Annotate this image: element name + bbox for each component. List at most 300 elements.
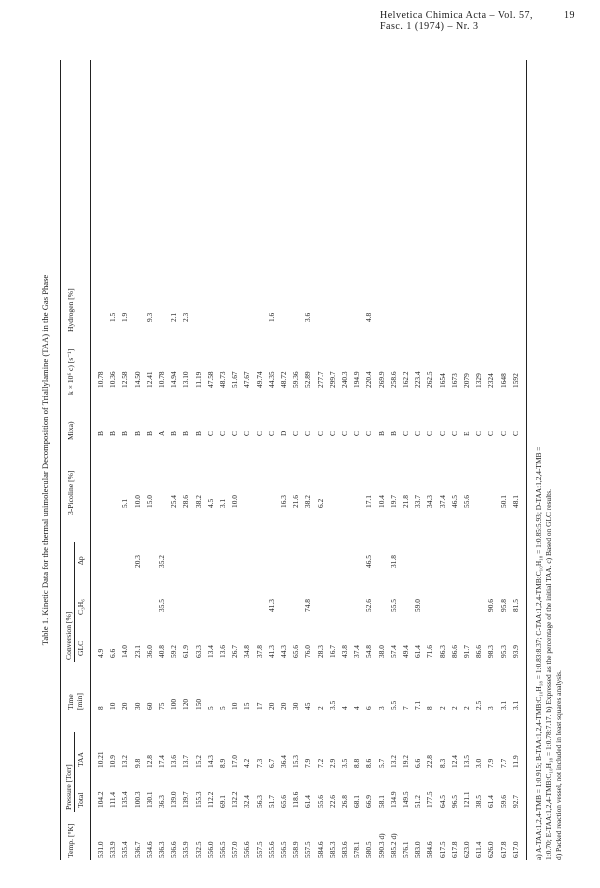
cell-total: 61.4: [486, 795, 496, 808]
cell-glc: 28.3: [315, 645, 325, 658]
cell-total: 92.7: [510, 795, 520, 808]
cell-k: 2079: [462, 373, 471, 388]
cell-total: 58.1: [376, 795, 386, 808]
cell-c3h6: 95.8: [498, 599, 508, 612]
cell-temp: 536.7: [132, 841, 142, 858]
cell-temp: 578.1: [352, 841, 362, 858]
cell-hydrogen: 2.3: [181, 312, 191, 322]
cell-k: 12.41: [144, 371, 154, 388]
cell-glc: 65.6: [291, 645, 301, 658]
cell-total: 51.7: [266, 795, 276, 808]
cell-glc: 44.3: [279, 645, 288, 658]
cell-mix: C: [449, 431, 459, 436]
cell-temp: 576.1: [401, 841, 410, 858]
cell-picoline: 16.3: [279, 495, 288, 508]
cell-k: 1648: [498, 373, 508, 388]
footnote-d: d) Packed reaction vessel, not included in least squares analysis.: [554, 670, 563, 860]
cell-time: 45: [303, 702, 313, 710]
header-total: Total: [76, 792, 85, 808]
cell-taa: 13.7: [181, 755, 191, 768]
cell-c3h6: 74.8: [303, 599, 313, 612]
cell-mix: B: [108, 431, 118, 436]
cell-temp: 557.0: [230, 841, 240, 858]
cell-k: 10.78: [96, 371, 105, 388]
cell-glc: 37.8: [254, 645, 264, 658]
cell-picoline: 21.8: [401, 495, 410, 508]
cell-glc: 54.8: [364, 645, 374, 658]
cell-total: 61.4: [303, 795, 313, 808]
cell-taa: 3.0: [474, 758, 484, 768]
cell-c3h6: 55.5: [388, 599, 398, 612]
cell-glc: 86.3: [437, 645, 447, 658]
cell-total: 139.7: [181, 791, 191, 808]
cell-taa: 17.0: [230, 755, 240, 768]
cell-temp: 558.9: [291, 841, 301, 858]
cell-dp: 35.2: [157, 555, 166, 568]
cell-picoline: 38.2: [303, 495, 313, 508]
cell-glc: 95.3: [498, 645, 508, 658]
cell-taa: 8.3: [437, 758, 447, 768]
cell-dp: 46.5: [364, 555, 374, 568]
cell-total: 55.6: [315, 795, 325, 808]
cell-picoline: 21.6: [291, 495, 301, 508]
cell-time: 3: [486, 706, 496, 710]
cell-taa: 13.6: [169, 755, 179, 768]
cell-k: 1673: [449, 373, 459, 388]
cell-total: 66.9: [364, 795, 374, 808]
cell-k: 44.35: [266, 371, 276, 388]
cell-mix: B: [120, 431, 130, 436]
cell-c3h6: 81.5: [510, 599, 520, 612]
cell-picoline: 48.1: [510, 495, 520, 508]
cell-taa: 7.2: [315, 758, 325, 768]
cell-temp: 583.6: [340, 841, 349, 858]
cell-k: 12.58: [120, 371, 130, 388]
cell-mix: C: [510, 431, 520, 436]
cell-hydrogen: 1.9: [120, 312, 130, 322]
cell-temp: 585.2 d): [388, 833, 398, 858]
cell-time: 2: [462, 706, 471, 710]
cell-picoline: 10.4: [376, 495, 386, 508]
cell-glc: 61.9: [181, 645, 191, 658]
cell-time: 3.5: [327, 700, 337, 710]
cell-temp: 556.0: [205, 841, 215, 858]
cell-temp: 556.6: [242, 841, 252, 858]
cell-taa: 8.6: [364, 758, 374, 768]
cell-k: 269.9: [376, 371, 386, 388]
cell-total: 118.6: [291, 791, 301, 808]
cell-temp: 557.5: [254, 841, 264, 858]
cell-glc: 63.3: [193, 645, 203, 658]
cell-picoline: 25.4: [169, 495, 179, 508]
cell-time: 15: [242, 702, 252, 710]
cell-temp: 626.0: [486, 841, 496, 858]
cell-glc: 57.4: [388, 645, 398, 658]
cell-k: 220.4: [364, 371, 374, 388]
cell-k: 14.94: [169, 371, 179, 388]
cell-taa: 19.2: [401, 755, 410, 768]
cell-glc: 36.0: [144, 645, 154, 658]
cell-picoline: 5.1: [120, 498, 130, 508]
cell-k: 47.67: [242, 371, 252, 388]
cell-mix: C: [291, 431, 301, 436]
cell-temp: 611.4: [474, 841, 484, 858]
cell-temp: 531.0: [96, 841, 105, 858]
cell-time: 150: [193, 698, 203, 710]
cell-hydrogen: 1.5: [108, 312, 118, 322]
cell-mix: C: [327, 431, 337, 436]
cell-temp: 536.6: [169, 841, 179, 858]
cell-mix: C: [413, 431, 423, 436]
cell-k: 299.7: [327, 371, 337, 388]
cell-taa: 8.9: [218, 758, 227, 768]
cell-glc: 13.6: [218, 645, 227, 658]
cell-mix: B: [376, 431, 386, 436]
bottom-rule: [526, 60, 527, 860]
cell-picoline: 55.6: [462, 495, 471, 508]
cell-taa: 13.2: [388, 755, 398, 768]
cell-time: 120: [181, 698, 191, 710]
cell-picoline: 19.7: [388, 495, 398, 508]
cell-temp: 580.5: [364, 841, 374, 858]
cell-time: 30: [291, 702, 301, 710]
cell-taa: 14.3: [205, 755, 215, 768]
cell-picoline: 6.2: [315, 498, 325, 508]
cell-glc: 6.6: [108, 648, 118, 658]
cell-mix: C: [266, 431, 276, 436]
cell-taa: 10.21: [96, 751, 105, 768]
cell-taa: 3.5: [340, 758, 349, 768]
header-conversion: Conversion [%]: [64, 611, 73, 660]
cell-mix: C: [364, 431, 374, 436]
header-temp: Temp. [°K]: [66, 823, 75, 858]
cell-total: 38.5: [474, 795, 484, 808]
cell-glc: 76.0: [303, 645, 313, 658]
cell-time: 17: [254, 702, 264, 710]
cell-k: 1592: [510, 373, 520, 388]
cell-c3h6: 41.3: [266, 599, 276, 612]
cell-mix: C: [218, 431, 227, 436]
cell-taa: 10.9: [108, 755, 118, 768]
cell-mix: C: [352, 431, 362, 436]
cell-mix: B: [144, 431, 154, 436]
header-time: Time [min]: [66, 693, 84, 710]
cell-temp: 555.6: [266, 841, 276, 858]
header-c3h6: C₃H₆: [76, 599, 85, 615]
cell-mix: B: [169, 431, 179, 436]
cell-taa: 6.7: [266, 758, 276, 768]
cell-temp: 535.9: [181, 841, 191, 858]
cell-glc: 16.7: [327, 645, 337, 658]
cell-glc: 43.8: [340, 645, 349, 658]
cell-glc: 61.4: [413, 645, 423, 658]
cell-glc: 93.9: [510, 645, 520, 658]
cell-time: 10: [230, 702, 240, 710]
header-taa: TAA: [76, 752, 85, 767]
cell-taa: 8.8: [352, 758, 362, 768]
cell-mix: C: [498, 431, 508, 436]
cell-total: 100.3: [132, 791, 142, 808]
cell-c3h6: 90.6: [486, 599, 496, 612]
cell-mix: C: [205, 431, 215, 436]
cell-total: 56.3: [254, 795, 264, 808]
header-pressure: Pressure [Torr]: [64, 764, 73, 810]
running-header: [380, 10, 580, 40]
cell-temp: 534.6: [144, 841, 154, 858]
cell-temp: 617.8: [498, 841, 508, 858]
cell-k: 49.74: [254, 371, 264, 388]
cell-temp: 556.5: [218, 841, 227, 858]
top-rule: [60, 60, 61, 860]
cell-time: 2: [437, 706, 447, 710]
cell-k: 1329: [474, 373, 484, 388]
cell-total: 121.1: [462, 791, 471, 808]
cell-temp: 532.5: [193, 841, 203, 858]
cell-hydrogen: 9.3: [144, 312, 154, 322]
header-rule: [90, 60, 91, 860]
cell-taa: 12.8: [144, 755, 154, 768]
cell-picoline: 34.3: [425, 495, 435, 508]
cell-time: 5: [218, 706, 227, 710]
cell-total: 104.2: [96, 791, 105, 808]
cell-total: 32.4: [242, 795, 252, 808]
cell-hydrogen: 4.8: [364, 312, 374, 322]
cell-total: 112.2: [205, 791, 215, 808]
cell-total: 59.6: [498, 795, 508, 808]
cell-k: 2324: [486, 373, 496, 388]
cell-mix: B: [388, 431, 398, 436]
cell-total: 51.2: [413, 795, 423, 808]
cell-total: 64.5: [437, 795, 447, 808]
cell-mix: C: [425, 431, 435, 436]
cell-mix: C: [303, 431, 313, 436]
cell-taa: 9.8: [132, 758, 142, 768]
cell-temp: 584.6: [425, 841, 435, 858]
rotated-table-page: [40, 50, 580, 870]
cell-time: 20: [266, 702, 276, 710]
cell-glc: 14.0: [120, 645, 130, 658]
journal-title: Helvetica Chimica Acta – Vol. 57, Fasc. 1 (1974) – Nr. 3: [380, 10, 534, 32]
cell-time: 5.5: [388, 700, 398, 710]
cell-temp: 536.3: [157, 841, 166, 858]
cell-picoline: 10.0: [132, 495, 142, 508]
cell-k: 10.78: [157, 371, 166, 388]
header-dp: Δp: [76, 556, 85, 565]
cell-taa: 15.3: [291, 755, 301, 768]
header-k: k × 10⁶ c) [s⁻¹]: [66, 348, 75, 395]
cell-time: 4: [340, 706, 349, 710]
cell-time: 8: [96, 706, 105, 710]
cell-glc: 86.6: [474, 645, 484, 658]
cell-mix: B: [193, 431, 203, 436]
cell-total: 68.1: [352, 795, 362, 808]
cell-taa: 4.2: [242, 758, 252, 768]
cell-picoline: 33.7: [413, 495, 423, 508]
header-picoline: 3-Picoline [%]: [66, 470, 75, 515]
cell-taa: 15.2: [193, 755, 203, 768]
cell-taa: 11.9: [510, 755, 520, 768]
cell-mix: B: [132, 431, 142, 436]
cell-mix: D: [279, 430, 288, 436]
cell-time: 7.1: [413, 700, 423, 710]
page-number: 19: [564, 10, 575, 21]
cell-taa: 13.2: [120, 755, 130, 768]
footnote-a-cont: 1:0.70; E-TAA:1,2,4-TMB:C₁₀H₁₈ = 1:0.78:7.17. b) Expressed as the percentage of the initial TAA. c) Based on GLC results.: [544, 489, 553, 860]
cell-glc: 4.9: [96, 648, 105, 658]
cell-mix: C: [242, 431, 252, 436]
cell-k: 1654: [437, 373, 447, 388]
cell-temp: 584.6: [315, 841, 325, 858]
cell-glc: 26.7: [230, 645, 240, 658]
cell-picoline: 50.1: [498, 495, 508, 508]
cell-taa: 7.9: [303, 758, 313, 768]
cell-total: 111.4: [108, 791, 118, 808]
cell-time: 20: [279, 702, 288, 710]
cell-time: 30: [132, 702, 142, 710]
cell-total: 130.1: [144, 791, 154, 808]
cell-hydrogen: 3.6: [303, 312, 313, 322]
cell-temp: 617.5: [437, 841, 447, 858]
cell-glc: 59.2: [169, 645, 179, 658]
cell-k: 277.7: [315, 371, 325, 388]
cell-temp: 533.9: [108, 841, 118, 858]
cell-time: 7: [401, 706, 410, 710]
cell-total: 135.4: [120, 791, 130, 808]
cell-dp: 31.8: [388, 555, 398, 568]
cell-glc: 40.8: [157, 645, 166, 658]
cell-taa: 5.7: [376, 758, 386, 768]
cell-time: 20: [120, 702, 130, 710]
cell-total: 134.9: [388, 791, 398, 808]
cell-taa: 6.6: [413, 758, 423, 768]
cell-temp: 590.3 d): [376, 833, 386, 858]
cell-taa: 12.4: [449, 755, 459, 768]
cell-time: 2: [449, 706, 459, 710]
cell-mix: E: [462, 431, 471, 436]
cell-glc: 86.6: [449, 645, 459, 658]
cell-glc: 38.0: [376, 645, 386, 658]
cell-time: 2: [315, 706, 325, 710]
cell-total: 155.3: [193, 791, 203, 808]
cell-picoline: 46.5: [449, 495, 459, 508]
cell-glc: 13.4: [205, 645, 215, 658]
cell-mix: C: [315, 431, 325, 436]
cell-total: 69.1: [218, 795, 227, 808]
table-caption: Table 1. Kinetic Data for the thermal unimolecular Decomposition of Triallylamine (TAA) in the Gas Phase: [40, 274, 50, 646]
cell-mix: C: [474, 431, 484, 436]
cell-mix: C: [401, 431, 410, 436]
cell-mix: C: [230, 431, 240, 436]
cell-time: 60: [144, 702, 154, 710]
cell-total: 132.2: [230, 791, 240, 808]
cell-temp: 583.0: [413, 841, 423, 858]
cell-time: 8: [425, 706, 435, 710]
cell-k: 240.3: [340, 371, 349, 388]
cell-k: 223.4: [413, 371, 423, 388]
cell-picoline: 15.0: [144, 495, 154, 508]
cell-time: 3.1: [498, 700, 508, 710]
cell-glc: 98.3: [486, 645, 496, 658]
cell-glc: 91.7: [462, 645, 471, 658]
cell-time: 3: [376, 706, 386, 710]
cell-mix: C: [486, 431, 496, 436]
header-mix: Mixa): [66, 421, 75, 440]
cell-time: 10: [108, 702, 118, 710]
cell-k: 14.50: [132, 371, 142, 388]
cell-glc: 34.8: [242, 645, 252, 658]
cell-temp: 623.0: [462, 841, 471, 858]
cell-total: 26.8: [340, 795, 349, 808]
cell-taa: 13.5: [462, 755, 471, 768]
cell-temp: 557.5: [303, 841, 313, 858]
cell-k: 48.72: [279, 371, 288, 388]
cell-picoline: 38.2: [193, 495, 203, 508]
cell-taa: 22.8: [425, 755, 435, 768]
cell-glc: 41.3: [266, 645, 276, 658]
cell-k: 59.36: [291, 371, 301, 388]
cell-k: 51.67: [230, 371, 240, 388]
footnote-a: a) A-TAA:1,2,4-TMB = 1:0.915; B-TAA:1,2,4-TMB:C₁₀H₁₈ = 1:0.83:8.37; C-TAA:1,2,4-TMB:C₁₀H₁₈ = 1:0.85:5.93; D-TAA:1,2,4-TMB =: [534, 446, 543, 860]
cell-taa: 17.4: [157, 755, 166, 768]
cell-time: 6: [364, 706, 374, 710]
pressure-subrule: [74, 732, 75, 812]
cell-hydrogen: 1.6: [266, 312, 276, 322]
cell-taa: 2.9: [327, 758, 337, 768]
cell-temp: 617.0: [510, 841, 520, 858]
cell-taa: 7.7: [498, 758, 508, 768]
cell-mix: C: [340, 431, 349, 436]
cell-total: 96.5: [449, 795, 459, 808]
cell-mix: B: [181, 431, 191, 436]
cell-glc: 23.1: [132, 645, 142, 658]
cell-total: 36.3: [157, 795, 166, 808]
cell-picoline: 37.4: [437, 495, 447, 508]
cell-k: 194.9: [352, 371, 362, 388]
cell-taa: 36.4: [279, 755, 288, 768]
cell-picoline: 10.0: [230, 495, 240, 508]
cell-mix: C: [437, 431, 447, 436]
cell-total: 149.5: [401, 791, 410, 808]
cell-picoline: 3.1: [218, 498, 227, 508]
cell-k: 10.36: [108, 371, 118, 388]
cell-c3h6: 35.5: [157, 599, 166, 612]
cell-time: 4: [352, 706, 362, 710]
cell-k: 258.6: [388, 371, 398, 388]
cell-glc: 49.4: [401, 645, 410, 658]
cell-k: 47.58: [205, 371, 215, 388]
conversion-subrule: [74, 542, 75, 662]
cell-picoline: 17.1: [364, 495, 374, 508]
cell-temp: 535.4: [120, 841, 130, 858]
cell-mix: C: [254, 431, 264, 436]
cell-dp: 20.3: [132, 555, 142, 568]
cell-total: 177.5: [425, 791, 435, 808]
cell-k: 262.5: [425, 371, 435, 388]
cell-k: 13.10: [181, 371, 191, 388]
cell-total: 139.0: [169, 791, 179, 808]
cell-picoline: 4.5: [205, 498, 215, 508]
cell-k: 52.89: [303, 371, 313, 388]
footnotes: [534, 60, 564, 860]
cell-time: 2.5: [474, 700, 484, 710]
cell-temp: 617.8: [449, 841, 459, 858]
cell-temp: 556.5: [279, 841, 288, 858]
cell-taa: 7.3: [254, 758, 264, 768]
header-glc: GLC: [76, 640, 85, 656]
cell-hydrogen: 2.1: [169, 312, 179, 322]
cell-glc: 37.4: [352, 645, 362, 658]
cell-total: 22.6: [327, 795, 337, 808]
